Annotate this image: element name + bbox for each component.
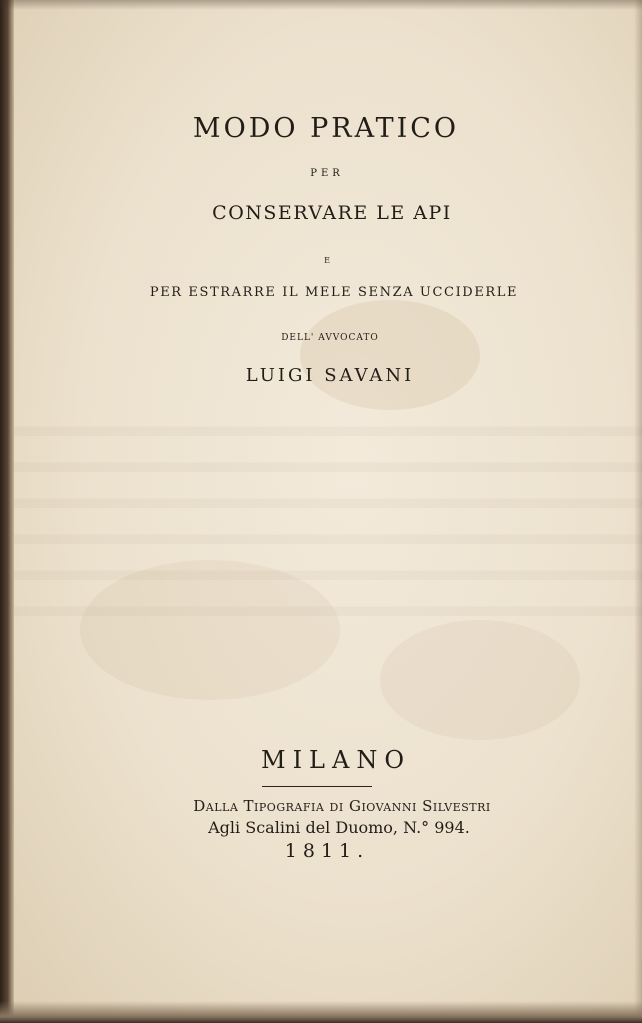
imprint-printer: Dalla Tipografia di Giovanni Silvestri — [193, 797, 491, 815]
page-bottom-edge — [0, 1001, 642, 1023]
show-through-texture — [0, 400, 642, 640]
subtitle-line-1: CONSERVARE LE API — [212, 202, 452, 224]
imprint-address: Agli Scalini del Duomo, N.° 994. — [208, 818, 470, 837]
imprint-year: 1811. — [284, 840, 370, 862]
connector-e: E — [324, 256, 332, 265]
imprint-rule — [262, 786, 372, 787]
book-binding-edge — [0, 0, 14, 1023]
subtitle-line-2: PER ESTRARRE IL MELE SENZA UCCIDERLE — [149, 285, 519, 300]
author-name: LUIGI SAVANI — [245, 365, 415, 386]
imprint-place: MILANO — [261, 746, 411, 774]
page-right-edge — [634, 0, 642, 1023]
book-title: MODO PRATICO — [192, 113, 460, 144]
page-top-shadow — [0, 0, 642, 10]
paper-stain — [300, 300, 480, 410]
author-byline: DELL' AVVOCATO — [281, 333, 379, 343]
connector-per: PER — [310, 168, 344, 179]
